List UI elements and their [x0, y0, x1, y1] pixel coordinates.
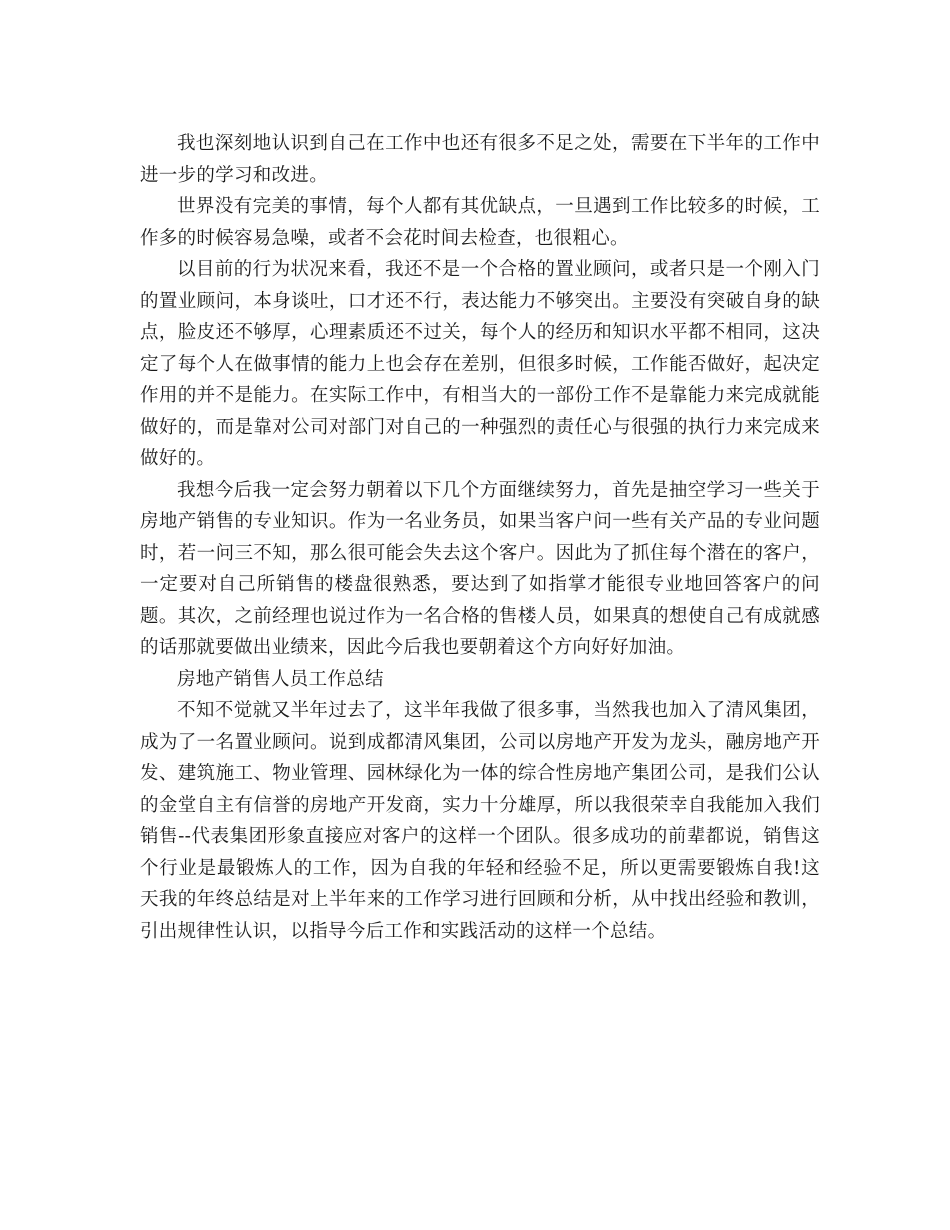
paragraph-3: 以目前的行为状况来看，我还不是一个合格的置业顾问，或者只是一个刚入门的置业顾问，本身谈吐，口才还不行，表达能力不够突出。主要没有突破自身的缺点，脸皮还不够厚，心理素质还不过关，每个人的经历和知识水平都不相同，这决定了每个人在做事情的能力上也会存在差别，但很多时候，工作能否做好，起决定作用的并不是能力。在实际工作中，有相当大的一部份工作不是靠能力来完成就能做好的，而是靠对公司对部门对自己的一种强烈的责任心与很强的执行力来完成来做好的。 — [140, 259, 820, 469]
section-heading: 房地产销售人员工作总结 — [177, 668, 384, 690]
paragraph-2: 世界没有完美的事情，每个人都有其优缺点，一旦遇到工作比较多的时候，工作多的时候容易急噪，或者不会花时间去检查，也很粗心。 — [140, 196, 820, 249]
paragraph-1: 我也深刻地认识到自己在工作中也还有很多不足之处，需要在下半年的工作中进一步的学习和改进。 — [140, 133, 820, 186]
paragraph-5: 不知不觉就又半年过去了，这半年我做了很多事，当然我也加入了清风集团，成为了一名置业顾问。说到成都清风集团，公司以房地产开发为龙头，融房地产开发、建筑施工、物业管理、园林绿化为一体的综合性房地产集团公司，是我们公认的金堂自主有信誉的房地产开发商，实力十分雄厚，所以我很荣幸自我能加入我们销售--代表集团形象直接应对客户的这样一个团队。很多成功的前辈都说，销售这个行业是最锻炼人的工作，因为自我的年轻和经验不足，所以更需要锻炼自我!这天我的年终总结是对上半年来的工作学习进行回顾和分析，从中找出经验和教训，引出规律性认识，以指导今后工作和实践活动的这样一个总结。 — [140, 700, 820, 942]
paragraph-4: 我想今后我一定会努力朝着以下几个方面继续努力，首先是抽空学习一些关于房地产销售的专业知识。作为一名业务员，如果当客户问一些有关产品的专业问题时，若一问三不知，那么很可能会失去这个客户。因此为了抓住每个潜在的客户，一定要对自己所销售的楼盘很熟悉，要达到了如指掌才能很专业地回答客户的问题。其次，之前经理也说过作为一名合格的售楼人员，如果真的想使自己有成就感的话那就要做出业绩来，因此今后我也要朝着这个方向好好加油。 — [140, 479, 820, 658]
document-body — [140, 128, 820, 947]
